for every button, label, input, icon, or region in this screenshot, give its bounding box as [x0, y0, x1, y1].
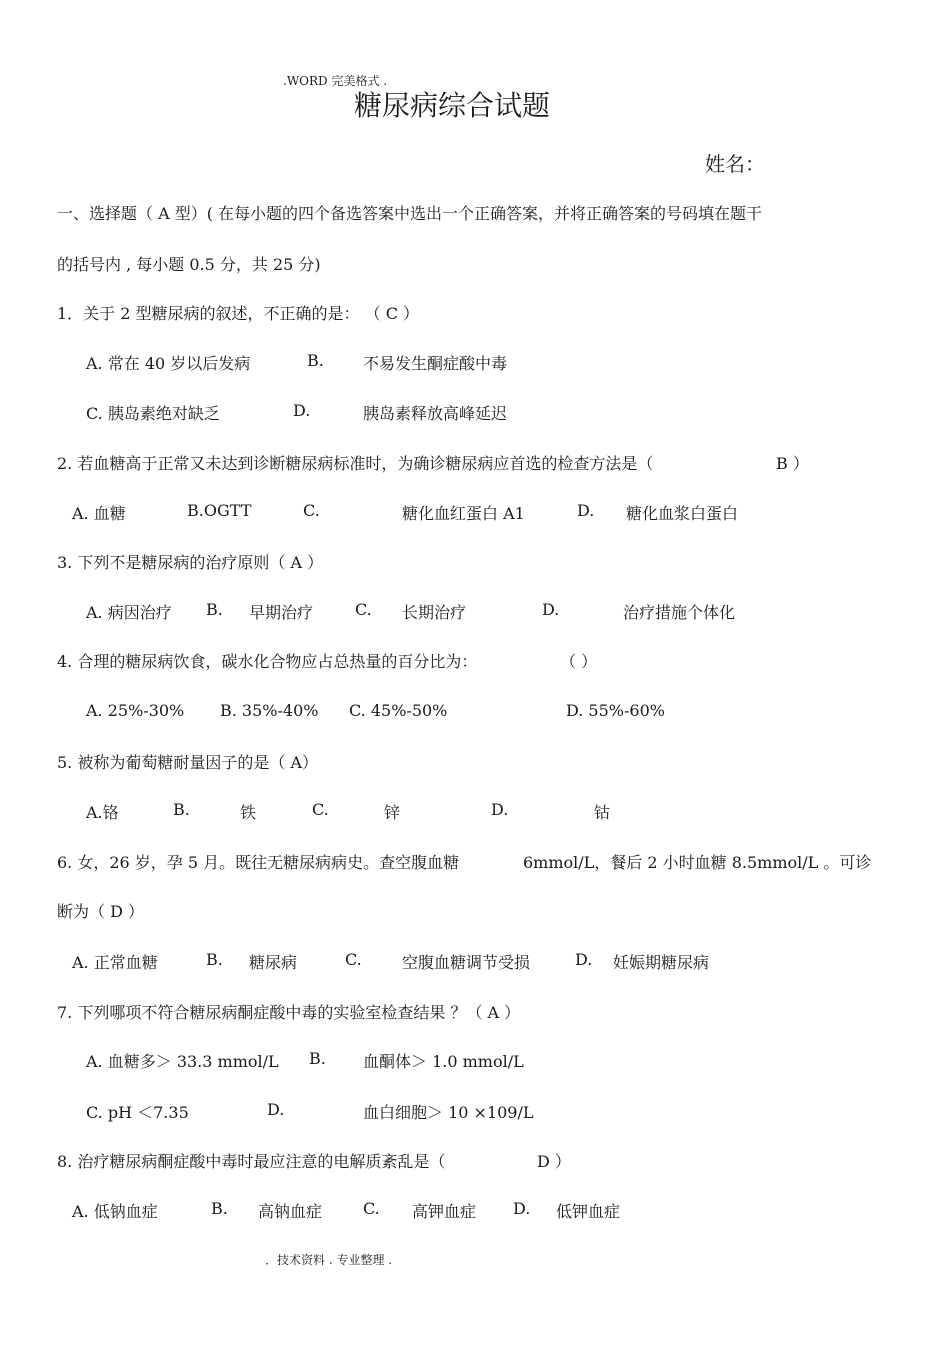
q6-option-a: A. 正常血糖: [72, 953, 158, 972]
q2-option-c-text: 糖化血红蛋白 A1: [402, 504, 525, 523]
q5-option-b-letter: B.: [173, 800, 190, 819]
instructions-line-2: 的括号内 , 每小题 0.5 分，共 25 分): [57, 255, 321, 274]
q1-option-d-letter: D.: [293, 401, 311, 420]
q5-option-d-letter: D.: [491, 800, 509, 819]
instructions-line-1: 一、选择题（ A 型）( 在每小题的四个备选答案中选出一个正确答案，并将正确答案的号码填在题干: [57, 204, 763, 223]
q2-option-c-letter: C.: [303, 501, 320, 520]
q2-option-d-letter: D.: [577, 501, 595, 520]
question-4-stem: 4. 合理的糖尿病饮食，碳水化合物应占总热量的百分比为：: [57, 652, 478, 671]
q3-option-a: A. 病因治疗: [86, 603, 172, 622]
q5-option-d-text: 钴: [594, 803, 611, 822]
question-8-answer: D ）: [537, 1152, 571, 1171]
question-8-stem: 8. 治疗糖尿病酮症酸中毒时最应注意的电解质紊乱是（: [57, 1152, 446, 1171]
question-2-answer: B ）: [776, 454, 809, 473]
q5-option-c-text: 锌: [384, 803, 401, 822]
q8-option-c-letter: C.: [363, 1199, 380, 1218]
q6-option-d-letter: D.: [575, 950, 593, 969]
q8-option-b-letter: B.: [211, 1199, 228, 1218]
q5-option-b-text: 铁: [240, 803, 257, 822]
q7-option-b-letter: B.: [309, 1049, 326, 1068]
q1-option-d-text: 胰岛素释放高峰延迟: [363, 404, 508, 423]
q7-option-d-letter: D.: [267, 1100, 285, 1119]
q5-option-a: A.铬: [86, 803, 119, 822]
q1-option-b-text: 不易发生酮症酸中毒: [363, 354, 508, 373]
question-2-stem: 2. 若血糖高于正常又未达到诊断糖尿病标准时，为确诊糖尿病应首选的检查方法是（: [57, 454, 654, 473]
q4-option-c: C. 45%-50%: [349, 701, 448, 720]
q4-option-d: D. 55%-60%: [566, 701, 665, 720]
q4-option-a: A. 25%-30%: [86, 701, 185, 720]
q7-option-d-text: 血白细胞＞ 10 ×109/L: [363, 1103, 534, 1122]
question-3-stem: 3. 下列不是糖尿病的治疗原则（ A ）: [57, 553, 324, 572]
q1-option-a: A. 常在 40 岁以后发病: [86, 354, 251, 373]
name-field-label: 姓名：: [705, 152, 765, 176]
q4-option-b: B. 35%-40%: [220, 701, 319, 720]
q3-option-b-text: 早期治疗: [249, 603, 314, 622]
header-watermark: .WORD 完美格式 .: [283, 74, 388, 88]
question-5-stem: 5. 被称为葡萄糖耐量因子的是（ A）: [57, 753, 318, 772]
q6-option-b-letter: B.: [206, 950, 223, 969]
question-7-stem: 7. 下列哪项不符合糖尿病酮症酸中毒的实验室检查结果 ？（ A ）: [57, 1003, 521, 1022]
q1-option-c: C. 胰岛素绝对缺乏: [86, 404, 220, 423]
q1-option-b-letter: B.: [307, 351, 324, 370]
question-4-answer: （ ）: [560, 652, 598, 671]
q3-option-d-letter: D.: [542, 600, 560, 619]
question-6-stem: 6. 女，26 岁，孕 5 月。既往无糖尿病病史。查空腹血糖: [57, 853, 460, 872]
q6-option-b-text: 糖尿病: [249, 953, 298, 972]
q2-option-d-text: 糖化血浆白蛋白: [626, 504, 739, 523]
q8-option-d-letter: D.: [513, 1199, 531, 1218]
q2-option-b: B.OGTT: [187, 501, 252, 520]
q3-option-c-text: 长期治疗: [402, 603, 467, 622]
q3-option-b-letter: B.: [206, 600, 223, 619]
q8-option-c-text: 高钾血症: [412, 1202, 477, 1221]
question-1-stem: 1．关于 2 型糖尿病的叙述，不正确的是： （ C ）: [57, 304, 420, 323]
footer-text: ．技术资料 . 专业整理 .: [265, 1253, 393, 1267]
q7-option-a: A. 血糖多＞ 33.3 mmol/L: [86, 1052, 279, 1071]
q8-option-a: A. 低钠血症: [72, 1202, 158, 1221]
q3-option-d-text: 治疗措施个体化: [623, 603, 736, 622]
q6-option-c-text: 空腹血糖调节受损: [402, 953, 531, 972]
page-title: 糖尿病综合试题: [354, 89, 551, 122]
q5-option-c-letter: C.: [312, 800, 329, 819]
q7-option-b-text: 血酮体＞ 1.0 mmol/L: [363, 1052, 524, 1071]
q6-option-c-letter: C.: [345, 950, 362, 969]
q8-option-d-text: 低钾血症: [556, 1202, 621, 1221]
q6-option-d-text: 妊娠期糖尿病: [613, 953, 710, 972]
question-6-stem-mid: 6mmol/L，餐后 2 小时血糖 8.5mmol/L 。可诊: [523, 853, 872, 872]
q2-option-a: A. 血糖: [72, 504, 126, 523]
question-6-stem-cont: 断为（ D ）: [57, 902, 145, 921]
q3-option-c-letter: C.: [355, 600, 372, 619]
q8-option-b-text: 高钠血症: [258, 1202, 323, 1221]
q7-option-c: C. pH ＜7.35: [86, 1103, 189, 1122]
